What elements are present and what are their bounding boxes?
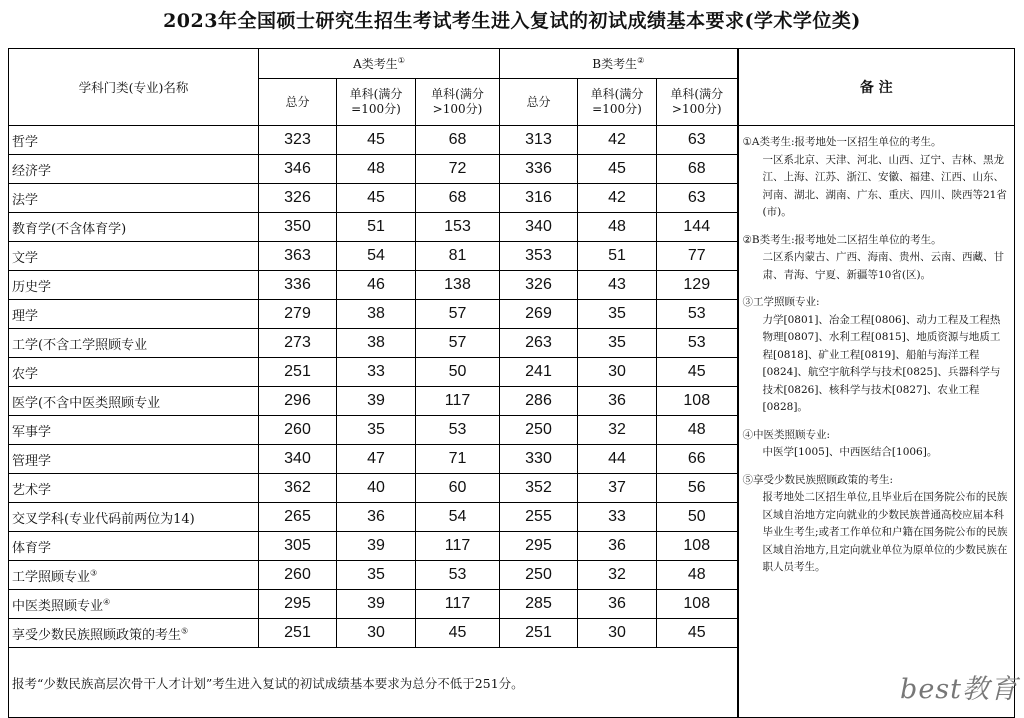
- group-b-score: 250: [500, 416, 578, 445]
- subject-name: 享受少数民族照顾政策的考生⑤: [9, 619, 259, 648]
- remarks-panel: [738, 126, 1015, 718]
- group-a-score: 38: [337, 300, 416, 329]
- subject-name: 医学(不含中医类照顾专业: [9, 387, 259, 416]
- group-a-score: 81: [416, 242, 500, 271]
- a-singleover-header: 单科(满分>100分): [416, 79, 500, 126]
- group-b-score: 33: [578, 503, 657, 532]
- watermark: best教育: [900, 674, 1018, 705]
- remarks-header: 备 注: [738, 49, 1015, 126]
- group-a-score: 117: [416, 532, 500, 561]
- group-b-score: 53: [657, 329, 738, 358]
- group-b-score: 250: [500, 561, 578, 590]
- group-b-score: 45: [657, 358, 738, 387]
- group-b-score: 45: [578, 155, 657, 184]
- group-b-score: 353: [500, 242, 578, 271]
- group-b-score: 32: [578, 416, 657, 445]
- subject-name: 工学(不含工学照顾专业: [9, 329, 259, 358]
- group-b-score: 36: [578, 387, 657, 416]
- group-a-score: 117: [416, 387, 500, 416]
- group-b-score: 32: [578, 561, 657, 590]
- group-a-score: 251: [259, 358, 337, 387]
- group-a-score: 46: [337, 271, 416, 300]
- group-a-score: 153: [416, 213, 500, 242]
- group-b-score: 36: [578, 532, 657, 561]
- group-a-score: 117: [416, 590, 500, 619]
- b-single100-header: 单科(满分=100分): [578, 79, 657, 126]
- group-a-score: 305: [259, 532, 337, 561]
- remark-note: [743, 427, 1011, 462]
- group-a-score: 350: [259, 213, 337, 242]
- group-b-score: 108: [657, 590, 738, 619]
- group-b-score: 51: [578, 242, 657, 271]
- b-singleover-header: 单科(满分>100分): [657, 79, 738, 126]
- subject-name: 历史学: [9, 271, 259, 300]
- subject-name: 经济学: [9, 155, 259, 184]
- remark-body: 一区系北京、天津、河北、山西、辽宁、吉林、黑龙江、上海、江苏、浙江、安徽、福建、江西、山东、河南、湖北、湖南、广东、重庆、四川、陕西等21省(市)。: [762, 153, 1007, 218]
- group-b-score: 53: [657, 300, 738, 329]
- subject-name: 军事学: [9, 416, 259, 445]
- group-a-score: 279: [259, 300, 337, 329]
- group-a-score: 326: [259, 184, 337, 213]
- subject-name: 交叉学科(专业代码前两位为14): [9, 503, 259, 532]
- group-a-score: 33: [337, 358, 416, 387]
- group-b-score: 36: [578, 590, 657, 619]
- group-a-score: 60: [416, 474, 500, 503]
- group-a-score: 323: [259, 126, 337, 155]
- remark-body: 中医学[1005]、中西医结合[1006]。: [762, 446, 938, 458]
- subject-name: 农学: [9, 358, 259, 387]
- page-title: 2023年全国硕士研究生招生考试考生进入复试的初试成绩基本要求(学术学位类): [163, 10, 861, 32]
- group-a-score: 48: [337, 155, 416, 184]
- remark-body: 力学[0801]、冶金工程[0806]、动力工程及工程热物理[0807]、水利工程[0815]、地质资源与地质工程[0818]、矿业工程[0819]、船舶与海洋工程[0824]、航空宇航科学与技术[0825]、兵器科学与技术[0826]、核科学与技术[0827]、农业工程[0828]。: [762, 313, 1001, 413]
- remark-heading: ③工学照顾专业:: [742, 296, 820, 308]
- group-b-score: 43: [578, 271, 657, 300]
- group-b-score: 68: [657, 155, 738, 184]
- remark-heading: ⑤享受少数民族照顾政策的考生:: [742, 473, 894, 486]
- group-b-score: 48: [657, 561, 738, 590]
- group-a-score: 39: [337, 532, 416, 561]
- group-b-score: 316: [500, 184, 578, 213]
- group-a-score: 72: [416, 155, 500, 184]
- group-a-score: 57: [416, 329, 500, 358]
- group-a-score: 71: [416, 445, 500, 474]
- subject-name: 体育学: [9, 532, 259, 561]
- group-b-score: 295: [500, 532, 578, 561]
- group-b-score: 286: [500, 387, 578, 416]
- subject-name: 法学: [9, 184, 259, 213]
- group-b-score: 48: [657, 416, 738, 445]
- group-b-score: 56: [657, 474, 738, 503]
- group-a-score: 251: [259, 619, 337, 648]
- group-a-score: 296: [259, 387, 337, 416]
- group-a-score: 35: [337, 561, 416, 590]
- group-b-score: 251: [500, 619, 578, 648]
- subject-name: 理学: [9, 300, 259, 329]
- group-a-score: 54: [337, 242, 416, 271]
- group-a-score: 45: [337, 126, 416, 155]
- group-a-score: 47: [337, 445, 416, 474]
- group-a-score: 363: [259, 242, 337, 271]
- a-single100-header: 单科(满分=100分): [337, 79, 416, 126]
- group-a-score: 53: [416, 561, 500, 590]
- group-b-score: 108: [657, 387, 738, 416]
- group-b-score: 30: [578, 358, 657, 387]
- group-a-score: 38: [337, 329, 416, 358]
- group-b-header: B类考生②: [500, 49, 738, 79]
- group-a-score: 40: [337, 474, 416, 503]
- group-a-score: 265: [259, 503, 337, 532]
- subject-name: 哲学: [9, 126, 259, 155]
- table-row: [9, 126, 1015, 155]
- group-b-score: 35: [578, 329, 657, 358]
- group-a-score: 39: [337, 590, 416, 619]
- group-b-score: 45: [657, 619, 738, 648]
- group-a-score: 54: [416, 503, 500, 532]
- group-b-score: 44: [578, 445, 657, 474]
- group-b-score: 63: [657, 184, 738, 213]
- group-b-score: 285: [500, 590, 578, 619]
- group-a-score: 68: [416, 126, 500, 155]
- remark-heading: ②B类考生:报考地处二区招生单位的考生。: [742, 233, 942, 246]
- group-b-score: 144: [657, 213, 738, 242]
- group-a-score: 260: [259, 416, 337, 445]
- group-a-score: 53: [416, 416, 500, 445]
- group-b-score: 263: [500, 329, 578, 358]
- remark-note: [743, 294, 1011, 417]
- group-b-score: 336: [500, 155, 578, 184]
- group-b-score: 35: [578, 300, 657, 329]
- group-a-score: 35: [337, 416, 416, 445]
- group-a-score: 260: [259, 561, 337, 590]
- group-a-score: 50: [416, 358, 500, 387]
- group-b-score: 241: [500, 358, 578, 387]
- subject-name: 教育学(不含体育学): [9, 213, 259, 242]
- group-a-score: 340: [259, 445, 337, 474]
- group-a-score: 39: [337, 387, 416, 416]
- group-a-score: 30: [337, 619, 416, 648]
- subject-name: 文学: [9, 242, 259, 271]
- group-a-score: 36: [337, 503, 416, 532]
- group-b-score: 108: [657, 532, 738, 561]
- group-b-score: 269: [500, 300, 578, 329]
- remark-note: [743, 134, 1011, 222]
- subject-name: 管理学: [9, 445, 259, 474]
- group-a-score: 362: [259, 474, 337, 503]
- group-b-score: 330: [500, 445, 578, 474]
- subject-name: 艺术学: [9, 474, 259, 503]
- group-b-score: 50: [657, 503, 738, 532]
- subject-name: 中医类照顾专业④: [9, 590, 259, 619]
- group-b-score: 340: [500, 213, 578, 242]
- group-b-score: 63: [657, 126, 738, 155]
- group-a-header: A类考生①: [259, 49, 500, 79]
- group-a-score: 45: [337, 184, 416, 213]
- group-a-score: 68: [416, 184, 500, 213]
- group-a-score: 346: [259, 155, 337, 184]
- group-a-score: 45: [416, 619, 500, 648]
- footer-note: 报考“少数民族高层次骨干人才计划”考生进入复试的初试成绩基本要求为总分不低于251分。: [9, 648, 738, 718]
- score-table: [8, 48, 1015, 718]
- remark-heading: ①A类考生:报考地处一区招生单位的考生。: [742, 136, 942, 148]
- a-total-header: 总分: [259, 79, 337, 126]
- group-a-score: 138: [416, 271, 500, 300]
- remark-note: [743, 472, 1011, 577]
- remark-heading: ④中医类照顾专业:: [742, 428, 831, 441]
- group-b-score: 48: [578, 213, 657, 242]
- group-b-score: 77: [657, 242, 738, 271]
- group-b-score: 326: [500, 271, 578, 300]
- group-b-score: 255: [500, 503, 578, 532]
- remark-body: 二区系内蒙古、广西、海南、贵州、云南、西藏、甘肃、青海、宁夏、新疆等10省(区)。: [762, 251, 1004, 281]
- group-b-score: 42: [578, 184, 657, 213]
- group-a-score: 51: [337, 213, 416, 242]
- group-b-score: 42: [578, 126, 657, 155]
- group-b-score: 129: [657, 271, 738, 300]
- group-a-score: 273: [259, 329, 337, 358]
- group-b-score: 37: [578, 474, 657, 503]
- group-b-score: 66: [657, 445, 738, 474]
- subject-name: 工学照顾专业③: [9, 561, 259, 590]
- group-b-score: 352: [500, 474, 578, 503]
- subject-header: 学科门类(专业)名称: [9, 49, 259, 126]
- score-table-body: [9, 126, 1015, 718]
- group-a-score: 57: [416, 300, 500, 329]
- group-a-score: 336: [259, 271, 337, 300]
- group-b-score: 30: [578, 619, 657, 648]
- remark-note: [743, 232, 1011, 285]
- remark-body: 报考地处二区招生单位,且毕业后在国务院公布的民族区域自治地方定向就业的少数民族普通高校应届本科毕业生考生;或者工作单位和户籍在国务院公布的民族区域自治地方,且定向就业单位为原单位的少数民族在职人员考生。: [762, 491, 1008, 573]
- group-a-score: 295: [259, 590, 337, 619]
- b-total-header: 总分: [500, 79, 578, 126]
- group-b-score: 313: [500, 126, 578, 155]
